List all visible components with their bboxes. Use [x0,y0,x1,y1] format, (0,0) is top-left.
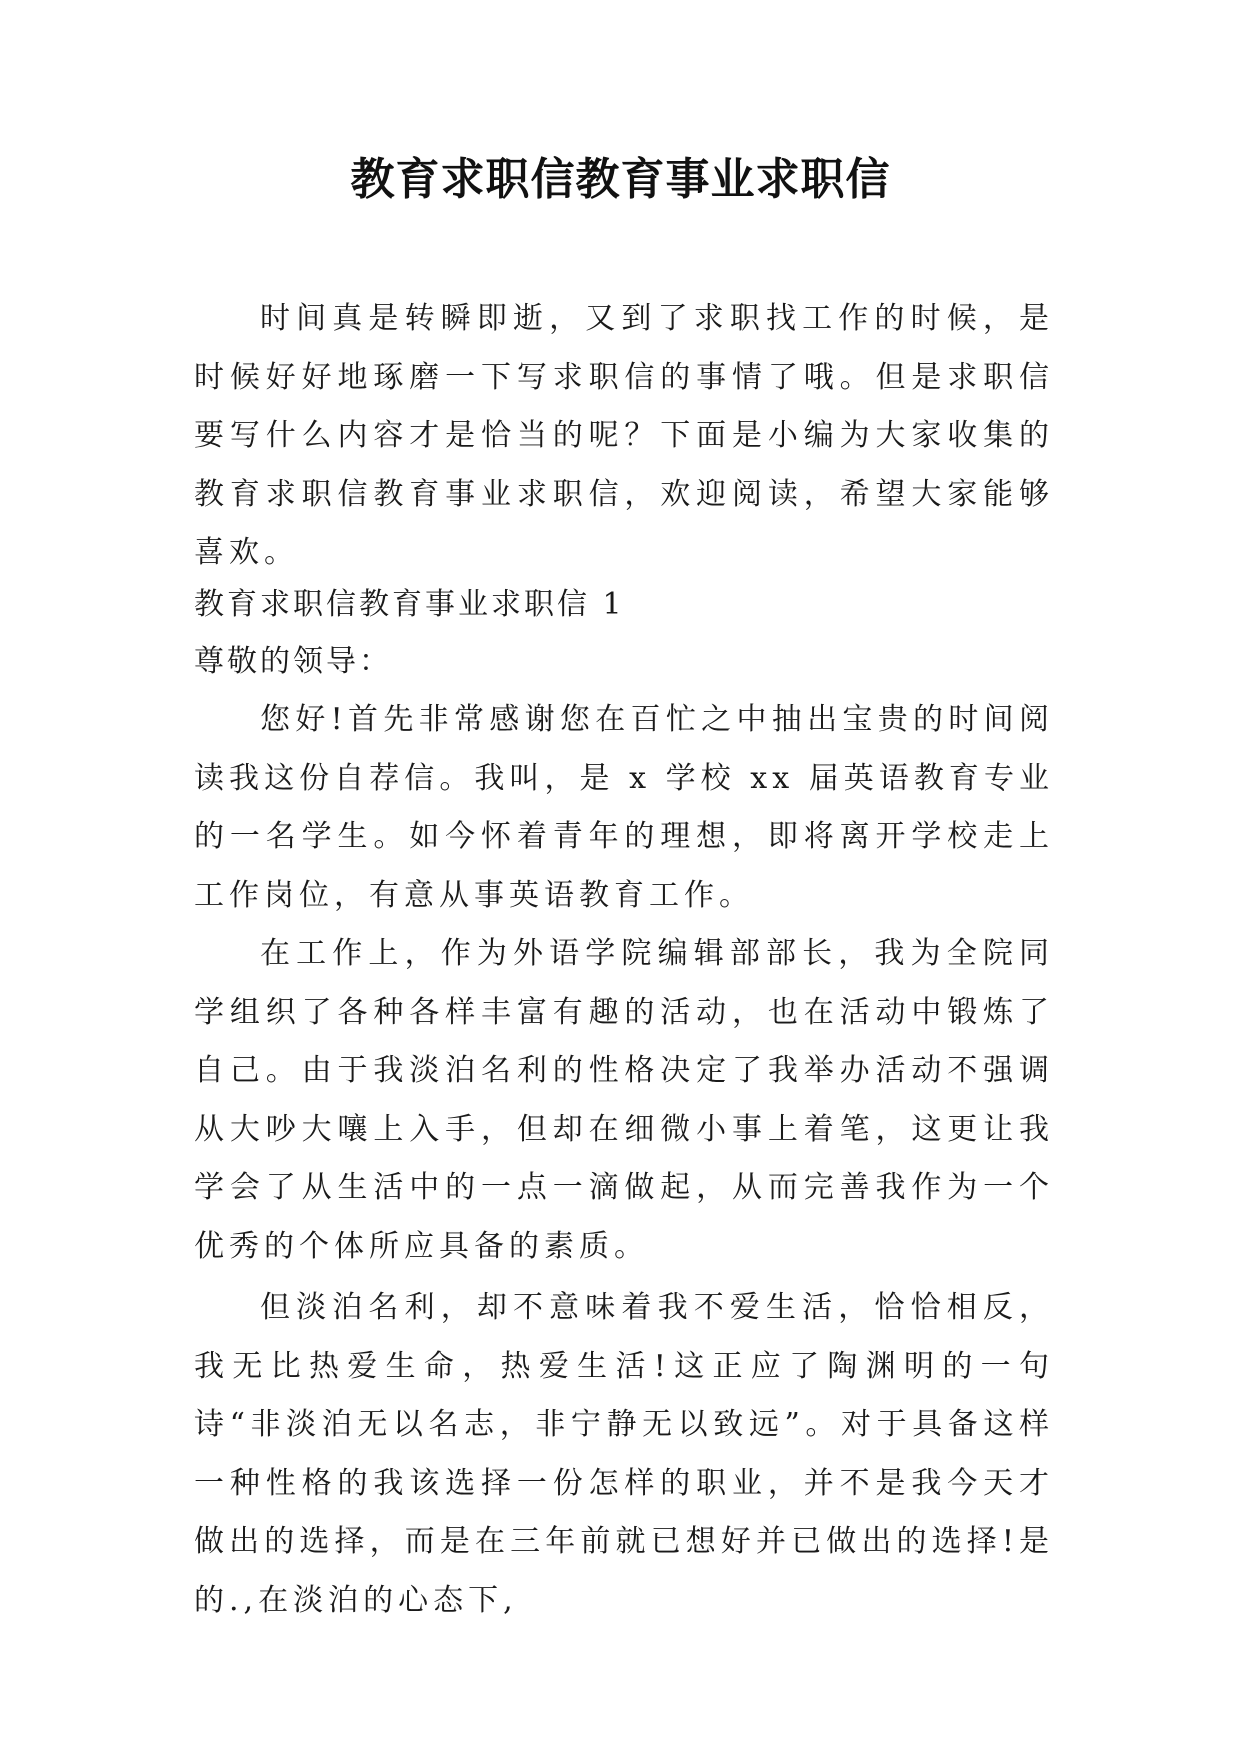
body-paragraph: 您好!首先非常感谢您在百忙之中抽出宝贵的时间阅读我这份自荐信。我叫，是 x 学校 xx 届英语教育专业的一名学生。如今怀着青年的理想，即将离开学校走上工作岗位，有意从事英语教育工作。 [194,702,1054,913]
section-heading: 教育求职信教育事业求职信 1 [194,587,625,622]
body-paragraph: 但淡泊名利，却不意味着我不爱生活，恰恰相反，我无比热爱生命，热爱生活!这正应了陶渊明的一句诗“非淡泊无以名志，非宁静无以致远”。对于具备这样一种性格的我该选择一份怎样的职业，并不是我今天才做出的选择，而是在三年前就已想好并已做出的选择!是的.,在淡泊的心态下, [194,1290,1054,1618]
document-title: 教育求职信教育事业求职信 [350,154,891,205]
body-paragraph: 在工作上，作为外语学院编辑部部长，我为全院同学组织了各种各样丰富有趣的活动，也在活动中锻炼了自己。由于我淡泊名利的性格决定了我举办活动不强调从大吵大嚷上入手，但却在细微小事上着笔，这更让我学会了从生活中的一点一滴做起，从而完善我作为一个优秀的个体所应具备的素质。 [194,936,1054,1264]
intro-paragraph: 时间真是转瞬即逝，又到了求职找工作的时候，是时候好好地琢磨一下写求职信的事情了哦。但是求职信要写什么内容才是恰当的呢？下面是小编为大家收集的教育求职信教育事业求职信，欢迎阅读，希望大家能够喜欢。 [194,301,1054,570]
salutation: 尊敬的领导： [194,644,392,679]
